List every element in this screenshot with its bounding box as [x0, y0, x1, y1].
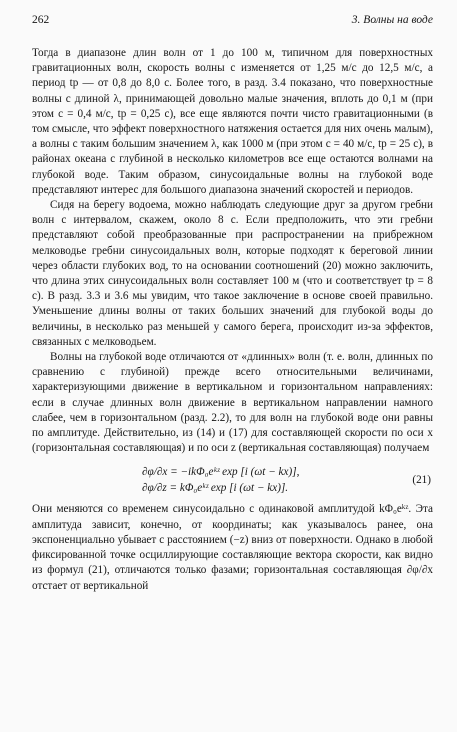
- paragraph-1: Тогда в диапазоне длин волн от 1 до 100 м, типичном для поверхностных гравитационных волн, скорость волны c изменяется от 1,25 м/с до 12,5 м/с, а период tp — от 0,8 до 8,0 с. Более того, в разд. 3.4 показано, что поверхностные волны с длиной λ, принимающей довольно малые значения, вплоть до 0,1 м (при этом c = 0,4 м/с, tp = 0,25 с), все еще являются почти чисто гравитационными (в том смысле, что эффект поверхностного натяжения остается для них очень малым), а волны с таким большим значением λ, как 1000 м (при этом c = 40 м/с, tp = 25 с), в районах океана с глубиной в несколько километров все еще остаются волнами на глубокой воде. Таким образом, синусоидальные волны на глубокой воде представляют интерес для большого диапазона значений скоростей и периодов.: [32, 47, 433, 196]
- body-text: [32, 46, 433, 594]
- equation-line-2: ∂φ/∂z = kΦ₀eᵏᶻ exp [i (ωt − kx)].: [142, 482, 289, 495]
- running-title: 3. Волны на воде: [351, 14, 433, 26]
- paragraph-3: Волны на глубокой воде отличаются от «длинных» волн (т. е. волн, длинных по сравнению с глубиной) прежде всего относительными величинами, характеризующими движение в вертикальном и горизонтальном направлениях: если в случае длинных волн движение в вертикальном направлении намного слабее, чем в горизонтальном (разд. 2.2), то для волн на глубокой воде они равны по амплитуде. Действительно, из (14) и (17) для составляющей скорости по оси x (горизонтальная составляющая) и по оси z (вертикальная составляющая) получаем: [32, 351, 433, 455]
- equation-number: (21): [412, 474, 431, 487]
- equation-lines: [142, 464, 299, 496]
- page-header: [32, 14, 433, 32]
- equation-line-1: ∂φ/∂x = −ikΦ₀eᵏᶻ exp [i (ωt − kx)],: [142, 466, 300, 479]
- equation-21: [32, 462, 433, 498]
- page-number: 262: [32, 14, 50, 26]
- paragraph-4: Они меняются со временем синусоидально с одинаковой амплитудой kΦ₀eᵏᶻ. Эта амплитуда зависит, конечно, от координаты; как указывалось ранее, она экспоненциально убывает с расстоянием (−z) вниз от поверхности. Однако в любой фиксированной точке осциллирующие составляющие вектора скорости, как видно из формул (21), отличаются только фазами; горизонтальная составляющая ∂φ/∂x отстает от вертикальной: [32, 503, 433, 592]
- paragraph-2: Сидя на берегу водоема, можно наблюдать следующие друг за другом гребни волн с интервалом, скажем, около 8 с. Если предположить, что эти гребни представляют собой преобразованные при распространении на прибрежном мелководье гребни синусоидальных волн, которые подходят к береговой линии через области глубоких вод, то на основании соотношений (20) можно заключить, что длина этих синусоидальных волн составляет 100 м (что и соответствует tp = 8 с). В разд. 3.3 и 3.6 мы увидим, что такое заключение в основе своей правильно. Уменьшение длины волны от таких больших значений для глубокой воды до величины, в несколько раз меньшей у самого берега, происходит из-за эффектов, связанных с мелководьем.: [32, 199, 433, 348]
